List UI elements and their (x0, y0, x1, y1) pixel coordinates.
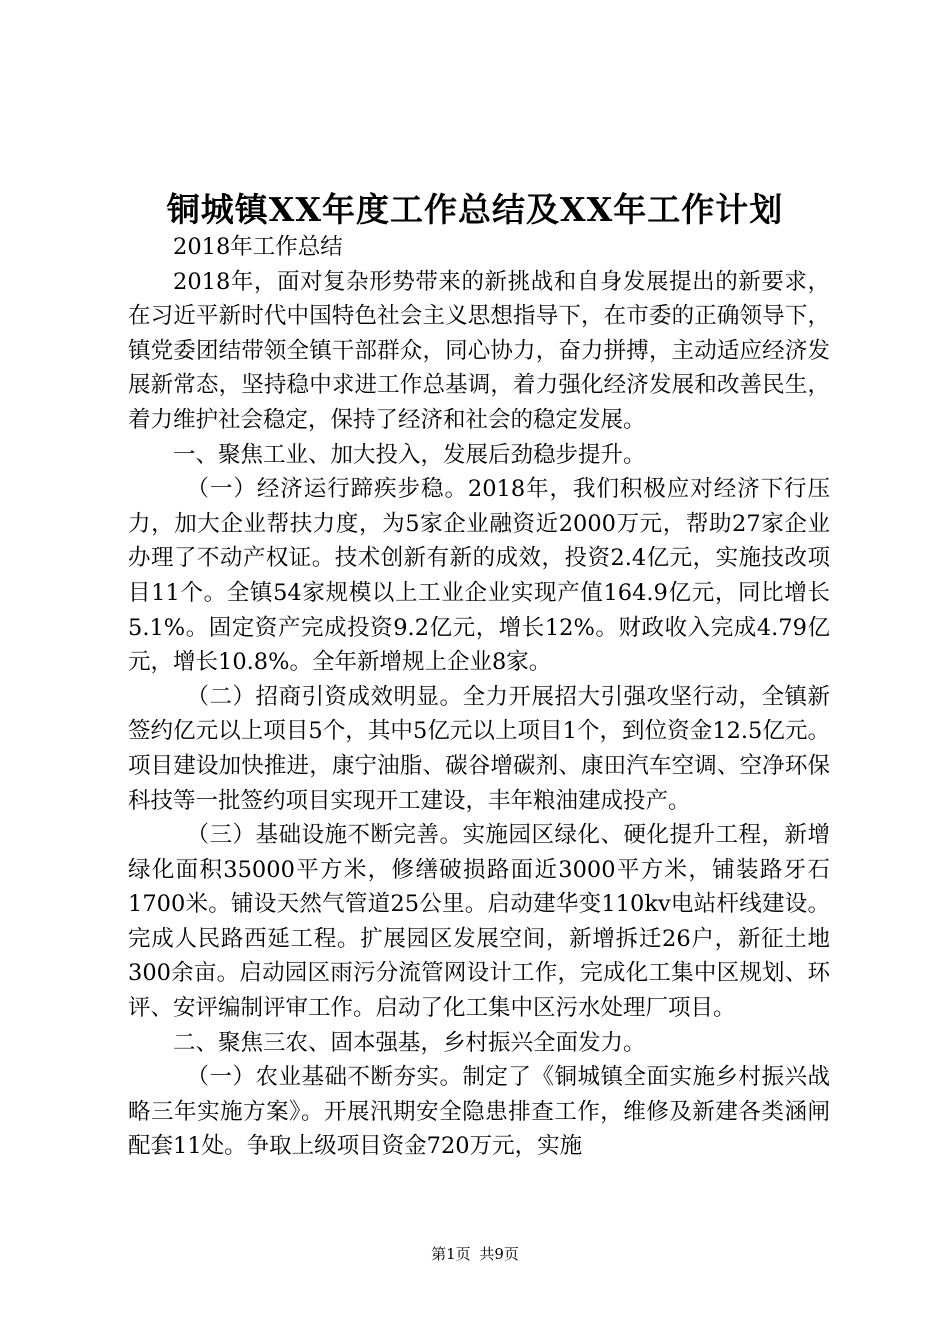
document-body (128, 230, 830, 1164)
document-title: 铜城镇XX年度工作总结及XX年工作计划 (166, 190, 784, 229)
section-heading: 二、聚焦三农、固本强基，乡村振兴全面发力。 (173, 1029, 646, 1056)
body-paragraph: 2018年，面对复杂形势带来的新挑战和自身发展提出的新要求，在习近平新时代中国特色社会主义思想指导下，在市委的正确领导下，镇党委团结带领全镇干部群众，同心协力，奋力拼搏，主动适应经济发展新常态，坚持稳中求进工作总基调，着力强化经济发展和改善民生，着力维护社会稳定，保持了经济和社会的稳定发展。 (128, 268, 830, 433)
body-paragraph: （一）农业基础不断夯实。制定了《铜城镇全面实施乡村振兴战略三年实施方案》。开展汛期安全隐患排查工作，维修及新建各类涵闸配套11处。争取上级项目资金720万元，实施 (128, 1064, 830, 1160)
body-paragraph: （二）招商引资成效明显。全力开展招大引强攻坚行动，全镇新签约亿元以上项目5个，其中5亿元以上项目1个，到位资金12.5亿元。项目建设加快推进，康宁油脂、碳谷增碳剂、康田汽车空调、空净环保科技等一批签约项目实现开工建设，丰年粮油建成投产。 (128, 683, 830, 814)
body-paragraph: （三）基础设施不断完善。实施园区绿化、硬化提升工程，新增绿化面积35000平方米，修缮破损路面近3000平方米，铺装路牙石1700米。铺设天然气管道25公里。启动建华变110kv电站杆线建设。完成人民路西延工程。扩展园区发展空间，新增拆迁26户，新征土地300余亩。启动园区雨污分流管网设计工作，完成化工集中区规划、环评、安评编制评审工作。启动了化工集中区污水处理厂项目。 (128, 822, 830, 1022)
page-total: 共9页 (479, 1245, 519, 1263)
body-paragraph: （一）经济运行蹄疾步稳。2018年，我们积极应对经济下行压力，加大企业帮扶力度，为5家企业融资近2000万元，帮助27家企业办理了不动产权证。技术创新有新的成效，投资2.4亿元，实施技改项目11个。全镇54家规模以上工业企业实现产值164.9亿元，同比增长5.1%。固定资产完成投资9.2亿元，增长12%。财政收入完成4.79亿元，增长10.8%。全年新增规上企业8家。 (128, 476, 830, 676)
page-number: 第1页 (431, 1245, 471, 1263)
page-footer (0, 1244, 950, 1264)
section-heading: 一、聚焦工业、加大投入，发展后劲稳步提升。 (173, 441, 646, 468)
section-heading: 2018年工作总结 (173, 234, 343, 260)
